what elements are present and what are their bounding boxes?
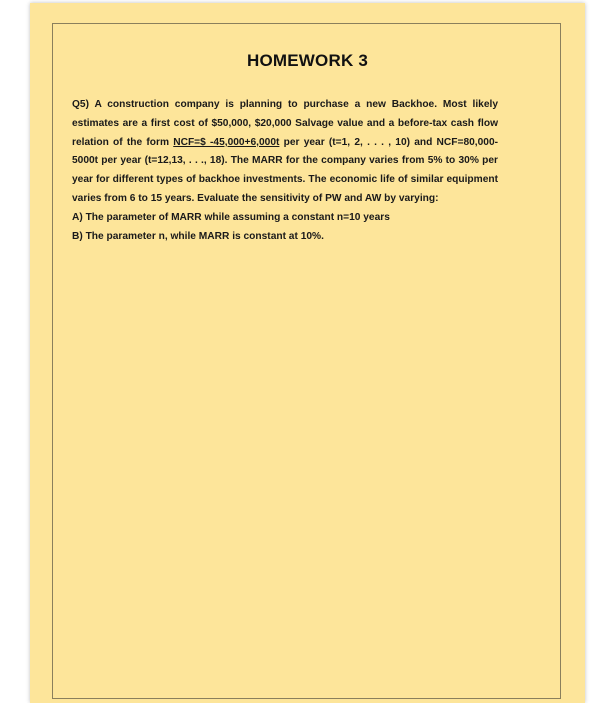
part-b: B) The parameter n, while MARR is constant at 10%. (72, 230, 324, 242)
question-intro: Q5) A construction company is planning to purchase a new Backhoe. Most likely estimates are a first cost of $50,000, $20,000 Salvage value and a before-tax cash flow relation of the form (72, 99, 498, 148)
cash-flow-formula: NCF=$ -45,000+6,000t (173, 136, 280, 148)
page-title: HOMEWORK 3 (247, 51, 368, 70)
question-details: per year (t=1, 2, . . . , 10) and NCF=80,000-5000t per year (t=12,13, . . ., 18). The MARR for the company varies from 5% to 30% per year for different types of backhoe investments. The economic life of similar equipment varies from 6 to 15 years. Evaluate the sensitivity of PW and AW by varying: (72, 136, 498, 204)
question-body (72, 96, 498, 246)
document-page (30, 3, 585, 703)
question-paragraph (72, 96, 498, 209)
part-a: A) The parameter of MARR while assuming a constant n=10 years (72, 211, 390, 223)
